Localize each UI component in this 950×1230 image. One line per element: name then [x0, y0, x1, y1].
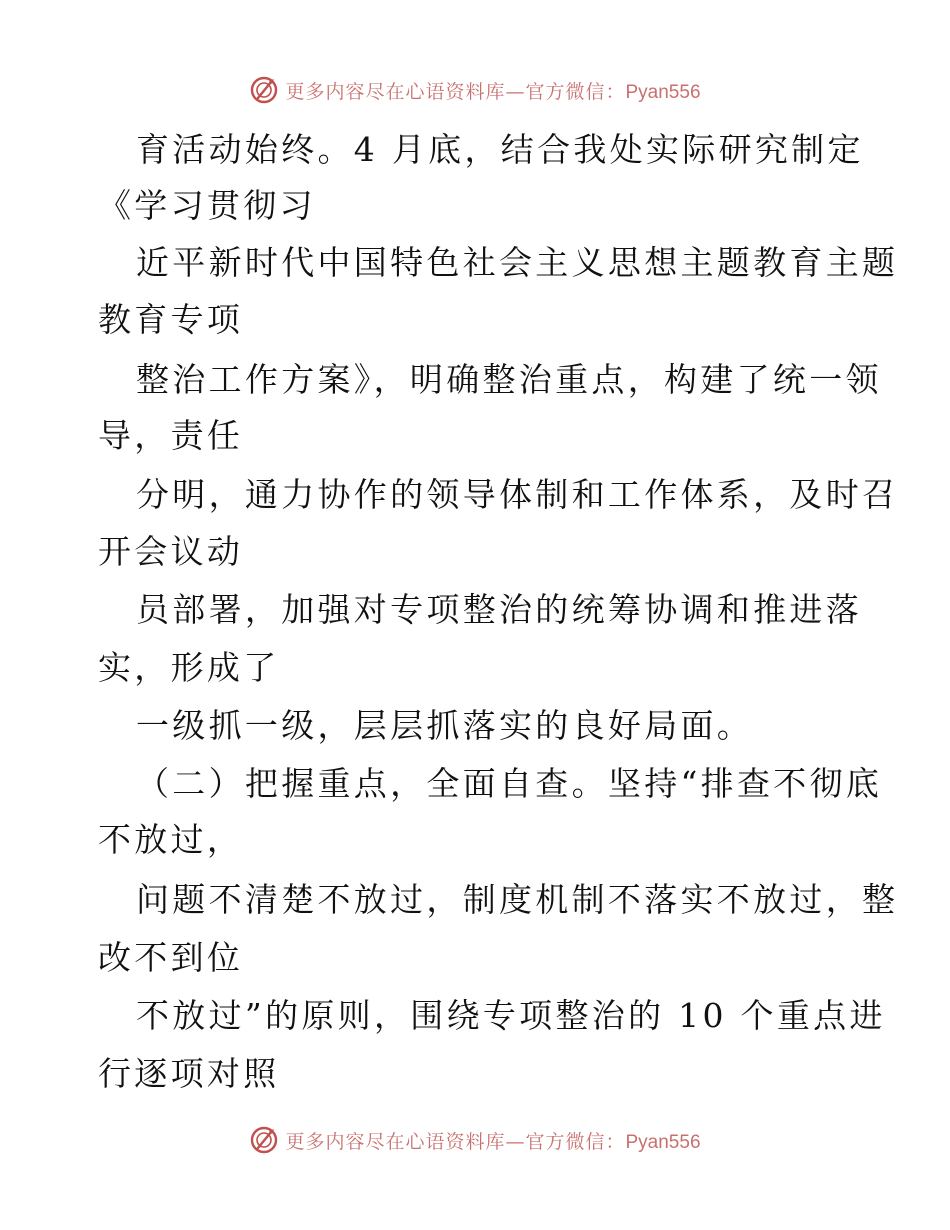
- footer-watermark: [0, 1122, 950, 1158]
- watermark-text: 更多内容尽在心语资料库—官方微信：Pyan556: [285, 80, 701, 103]
- text-line: 开会议动: [98, 532, 244, 571]
- text-line: 《学习贯彻习: [98, 186, 316, 225]
- watermark-id: Pyan556: [625, 81, 701, 103]
- text-line: （二）把握重点，全面自查。坚持“排查不彻底: [136, 764, 883, 803]
- text-line: 一级抓一级，层层抓落实的良好局面。: [136, 706, 754, 745]
- header-watermark: [0, 72, 950, 108]
- text-line: 问题不清楚不放过，制度机制不落实不放过，整: [136, 880, 899, 919]
- text-line: 行逐项对照: [98, 1054, 280, 1093]
- text-line: 实，形成了: [98, 648, 280, 687]
- text-line: 不放过”的原则，围绕专项整治的 10 个重点进: [136, 996, 886, 1035]
- logo-icon: [249, 75, 279, 105]
- logo-icon: [249, 1125, 279, 1155]
- text-line: 分明，通力协作的领导体制和工作体系，及时召: [136, 475, 899, 514]
- text-line: 近平新时代中国特色社会主义思想主题教育主题: [136, 243, 899, 282]
- text-line: 员部署，加强对专项整治的统筹协调和推进落: [136, 590, 862, 629]
- text-line: 育活动始终。4 月底，结合我处实际研究制定: [136, 130, 864, 169]
- watermark-id: Pyan556: [625, 1131, 701, 1153]
- text-line: 改不到位: [98, 938, 244, 977]
- text-line: 不放过，: [98, 820, 244, 859]
- text-line: 教育专项: [98, 300, 244, 339]
- text-line: 整治工作方案》，明确整治重点，构建了统一领: [136, 360, 882, 399]
- text-line: 导，责任: [98, 416, 244, 455]
- watermark-text: 更多内容尽在心语资料库—官方微信：Pyan556: [285, 1130, 701, 1153]
